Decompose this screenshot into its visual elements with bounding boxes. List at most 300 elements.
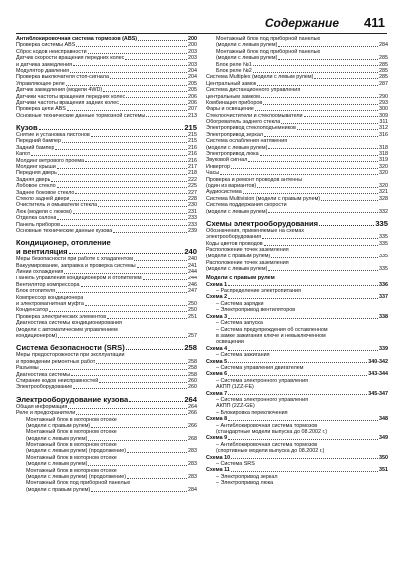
toc-entry-title: Проверка и ремонт проводов антенны — [206, 176, 303, 183]
toc-page-number: 241 — [188, 262, 197, 269]
toc-entry-title: (модели с левым рулем) — [26, 461, 88, 468]
toc-entry-title: (модели с левым рулем) — [206, 144, 268, 151]
toc-entry-title: Общая информация — [16, 403, 68, 410]
toc-leader — [31, 155, 187, 156]
toc-entry-title: (модели с правым рулем) — [26, 422, 91, 429]
toc-entry-title: Коды цветов проводов — [206, 240, 263, 247]
toc-entry-title: Датчики частоты вращения задних колес — [16, 99, 119, 106]
toc-entry — [16, 228, 197, 234]
toc-section-heading — [16, 395, 197, 404]
toc-page-number: 348 — [379, 416, 388, 423]
toc-entry-title: Обозначения, применяемые на схемах — [206, 227, 305, 234]
toc-leader — [81, 286, 187, 287]
toc-scheme-item: – Система запуска — [216, 320, 263, 327]
toc-entry-title: Панель управления кондиционером и отопителем — [16, 275, 142, 282]
toc-leader — [319, 225, 374, 226]
toc-scheme-item: – Антиблокировочная система тормозов — [216, 422, 318, 429]
toc-section-title: Кондиционер, отопление — [16, 238, 111, 248]
toc-scheme-title: Схема 2 — [206, 294, 228, 301]
toc-page-number: 264 — [184, 394, 197, 404]
toc-entry-title: Стекло задней двери — [16, 195, 70, 202]
toc-entry-title: Монтажный блок в моторном отсеке — [26, 429, 117, 436]
toc-scheme-item: – Система управления двигателем — [216, 364, 304, 371]
toc-page-number: 318 — [379, 151, 388, 158]
toc-leader — [96, 363, 187, 364]
toc-leader — [73, 388, 187, 389]
toc-scheme-item: – Электропривод вентиляторов — [216, 307, 296, 314]
toc-entry-title: Отделка салона — [16, 215, 57, 222]
toc-leader — [85, 305, 187, 306]
toc-leader — [255, 110, 378, 111]
toc-leader — [51, 181, 187, 182]
toc-entry-title: Система дистанционного управления — [206, 87, 301, 94]
toc-entry-title: Меры предосторожности при эксплуатации — [16, 352, 125, 359]
toc-scheme-item: АКПП (2ZZ-GE) — [216, 403, 255, 410]
toc-leader — [304, 116, 378, 117]
toc-page-number: 216 — [188, 157, 197, 164]
toc-section-title: Схемы электрооборудования — [206, 218, 319, 228]
toc-leader — [76, 46, 187, 47]
toc-entry-title: кондиционером) — [16, 333, 58, 339]
toc-column-left — [16, 36, 197, 493]
toc-leader — [120, 104, 187, 105]
toc-scheme-item: освещении — [216, 339, 244, 346]
toc-page-number: 285 — [379, 61, 388, 68]
toc-scheme-item: – Система зажигания — [216, 352, 270, 359]
toc-leader — [49, 311, 187, 312]
toc-entry-title: Панель приборов — [16, 221, 60, 228]
toc-entry-title: Система ослабления натяжения — [206, 138, 288, 145]
toc-page-number: 233 — [188, 221, 197, 228]
toc-leader — [99, 382, 187, 383]
toc-leader — [57, 168, 187, 169]
toc-scheme-item: – Распределение электропитания — [216, 288, 301, 295]
toc-entry-title: Инвертор — [206, 163, 230, 170]
toc-page-number: 283 — [188, 474, 197, 481]
toc-page-number: 335 — [379, 266, 388, 273]
toc-entry-title: Проверка цепи ABS — [16, 106, 66, 113]
toc-page-number: 351 — [379, 467, 388, 474]
toc-entry-title: Расположение точек заземления — [206, 247, 289, 254]
toc-scheme-item: – Антиблокировочная система тормозов — [216, 441, 318, 448]
toc-page-number: 250 — [188, 307, 197, 314]
toc-page-number: 258 — [188, 365, 197, 372]
toc-entry-title: Часы — [206, 170, 220, 177]
toc-page-number: 258 — [184, 343, 197, 353]
toc-page-number: 231 — [188, 208, 197, 215]
toc-entry-title: (модели с левым рулем) (продолжение) — [26, 448, 127, 455]
toc-scheme-item: (стандартные модели выпуска до 08.2002 г.) — [216, 429, 328, 436]
toc-page-number: 332 — [379, 208, 388, 215]
toc-page-number: 206 — [188, 93, 197, 100]
toc-page-number: 240 — [184, 247, 197, 257]
toc-entry-title: Блок реле №1 — [216, 61, 252, 68]
toc-leader — [73, 213, 187, 214]
toc-page-number: 216 — [188, 151, 197, 158]
toc-page-number: 335 — [375, 218, 388, 228]
toc-entry-title: (модели с левым рулем) — [216, 55, 278, 62]
toc-leader — [220, 174, 378, 175]
toc-leader — [228, 439, 378, 440]
toc-page-number: 268 — [188, 435, 197, 442]
toc-leader — [271, 257, 378, 258]
toc-scheme-item: – Блокировка переключения — [216, 409, 288, 416]
toc-page-number: 319 — [379, 157, 388, 164]
toc-section-title: Кузов — [16, 123, 38, 133]
toc-leader — [146, 116, 187, 117]
toc-leader — [268, 212, 378, 213]
toc-entry-title: Молдинг крыши — [16, 164, 56, 171]
toc-leader — [66, 85, 187, 86]
toc-leader — [231, 458, 378, 459]
toc-leader — [76, 414, 187, 415]
toc-page-number: 339 — [379, 345, 388, 352]
toc-page-number: 318 — [379, 144, 388, 151]
toc-entry-title: Монтажный блок в моторном отсеке — [26, 442, 117, 449]
toc-column-right — [206, 36, 388, 487]
toc-page-number: 240 — [188, 256, 197, 263]
toc-entry — [16, 487, 197, 493]
toc-entry-title: Лобовое стекло — [16, 183, 56, 190]
toc-page-number: 250 — [188, 301, 197, 308]
toc-entry-title: (модели с правым рулем) — [26, 486, 91, 493]
toc-leader — [278, 59, 378, 60]
toc-page-number: 337 — [379, 294, 388, 301]
toc-leader — [138, 40, 187, 41]
toc-entry-title: и проведении ремонтных работ — [16, 358, 96, 365]
toc-entry-title: Заднее боковое стекло — [16, 189, 75, 196]
toc-entry-title: (модели с левым рулем) — [206, 208, 268, 215]
toc-page-number: 285 — [379, 74, 388, 81]
toc-page-number: 285 — [379, 55, 388, 62]
toc-entry-title: Электрооборудование — [16, 384, 73, 391]
toc-leader — [68, 408, 187, 409]
toc-page-number: 338 — [379, 313, 388, 320]
toc-entry-title: Датчик замедления (модели 4WD) — [16, 87, 103, 94]
toc-scheme-title: Схема 9 — [206, 435, 228, 442]
toc-scheme-item: (спортивные модели выпуска до 08.2002 г.) — [216, 448, 325, 455]
toc-page-number: 258 — [188, 371, 197, 378]
page-number: 411 — [364, 15, 385, 30]
toc-entry-title: Основные технические данные кузова — [16, 227, 113, 234]
toc-page-number: 309 — [379, 112, 388, 119]
toc-entry — [16, 384, 197, 390]
page-title: Содержание — [264, 16, 339, 30]
toc-entry-title: (модели с правым рулем) — [206, 253, 271, 260]
toc-entry-title: Задний бампер — [16, 144, 55, 151]
toc-entry-title: Расположение точек заземления — [206, 259, 289, 266]
toc-page-number: 203 — [188, 55, 197, 62]
toc-entry-title: Звуковой сигнал — [206, 157, 248, 164]
toc-entry-title: Фары и освещение — [206, 106, 254, 113]
toc-leader — [62, 142, 187, 143]
toc-page-number: 216 — [188, 144, 197, 151]
toc-leader — [125, 59, 187, 60]
toc-leader — [143, 279, 187, 280]
toc-page-number: 205 — [188, 80, 197, 87]
toc-leader — [228, 350, 378, 351]
toc-leader — [257, 85, 378, 86]
toc-scheme-title: Схема 10 — [206, 454, 231, 461]
toc-entry-title: Обогреватель заднего стекла — [206, 119, 281, 126]
toc-entry-title: Конденсатор — [16, 307, 49, 314]
toc-page-number: 215 — [184, 123, 197, 133]
toc-scheme-item: – Система SRS — [216, 461, 255, 468]
toc-entry-title: Компрессор кондиционера — [16, 294, 84, 301]
toc-leader — [69, 253, 184, 254]
toc-scheme-item: – Система зарядки — [216, 300, 264, 307]
toc-scheme-item: – Система предупреждения об оставленном — [216, 326, 328, 333]
toc-page-number: 287 — [379, 80, 388, 87]
toc-page-number: 290 — [379, 93, 388, 100]
toc-entry-title: Аудиосистема — [206, 189, 242, 196]
toc-page-number: 207 — [188, 106, 197, 113]
toc-leader — [85, 161, 187, 162]
toc-entry — [206, 209, 388, 215]
toc-leader — [321, 200, 378, 201]
toc-leader — [88, 53, 187, 54]
toc-page-number: 284 — [188, 486, 197, 493]
toc-leader — [228, 285, 378, 286]
toc-section-title: Электрооборудование кузова — [16, 394, 129, 404]
toc-page-number: 204 — [188, 74, 197, 81]
toc-entry-title: (модели с левым рулем) (продолжение) — [26, 474, 127, 481]
toc-entry-title: Проверка электрических элементов — [16, 313, 107, 320]
toc-page-number: 300 — [379, 106, 388, 113]
toc-page-number: 244 — [188, 275, 197, 282]
toc-leader — [70, 200, 187, 201]
toc-page-number: 284 — [379, 42, 388, 49]
toc-leader — [57, 187, 187, 188]
toc-page-number: 246 — [188, 281, 197, 288]
toc-entry-title: электрооборудования — [206, 234, 262, 241]
toc-entry-title: Задняя дверь — [16, 176, 51, 183]
toc-leader — [64, 273, 187, 274]
toc-leader — [40, 369, 187, 370]
toc-leader — [126, 349, 184, 350]
toc-entry-title: Блок реле №2 — [216, 67, 252, 74]
toc-entry-title: Монтажный блок в моторном отсеке — [26, 454, 117, 461]
toc-entry-title: Очиститель и омыватели стекла — [16, 202, 98, 209]
toc-leader — [58, 337, 187, 338]
toc-leader — [39, 129, 184, 130]
toc-leader — [243, 193, 378, 194]
toc-scheme-title: Схема 4 — [206, 345, 228, 352]
toc-entry-title: (один из вариантов) — [206, 182, 257, 189]
toc-entry-title: Антиблокировочная система тормозов (ABS) — [16, 36, 138, 42]
toc-leader — [91, 491, 187, 492]
toc-page-number: 228 — [188, 195, 197, 202]
toc-section-title: и вентиляция — [16, 247, 68, 257]
toc-leader — [88, 440, 187, 441]
toc-leader — [253, 72, 378, 73]
toc-page-number: 312 — [379, 125, 388, 132]
toc-leader — [91, 427, 187, 428]
toc-page-number: 225 — [188, 183, 197, 190]
toc-section-title: Система безопасности (SRS) — [16, 343, 125, 353]
toc-entry-title: Электропривод стеклоподъемников — [206, 125, 296, 132]
toc-entry-title: Диагностика системы — [16, 371, 71, 378]
toc-entry-title: Датчики частоты вращения передних колес — [16, 93, 126, 100]
toc-entry-title: и электромагнитная муфта — [16, 301, 84, 308]
toc-entry-title: центральным замком — [206, 93, 260, 100]
toc-entry-title: Электропривод зеркал — [206, 131, 264, 138]
toc-leader — [257, 187, 378, 188]
toc-leader — [253, 65, 378, 66]
toc-leader — [231, 168, 378, 169]
toc-entry-title: Монтажный блок в моторном отсеке — [26, 416, 117, 423]
toc-page-number: 266 — [188, 410, 197, 417]
toc-leader — [228, 298, 378, 299]
toc-entry-title: Капот — [16, 151, 31, 158]
toc-page-number: 311 — [379, 119, 388, 126]
toc-page-number: 213 — [188, 112, 197, 119]
toc-page-number: 320 — [379, 182, 388, 189]
toc-leader — [88, 465, 187, 466]
toc-entry-title: Датчик скорости вращения передних колес — [16, 55, 125, 62]
toc-leader — [71, 375, 187, 376]
toc-entry-title: Блок отопителя — [16, 288, 56, 295]
toc-page-number: 215 — [188, 138, 197, 145]
toc-entry-title: Монтажный блок под приборной панелью — [216, 36, 321, 42]
toc-leader — [137, 267, 187, 268]
toc-leader — [75, 193, 187, 194]
toc-page-number: 335 — [379, 240, 388, 247]
toc-scheme-title: Схема 3 — [206, 313, 228, 320]
toc-page-number: 205 — [188, 87, 197, 94]
toc-page-number: 350 — [379, 454, 388, 461]
toc-scheme-item: – Электропривод зеркал — [216, 473, 278, 480]
toc-leader — [228, 362, 367, 363]
toc-leader — [127, 452, 187, 453]
toc-leader — [248, 161, 378, 162]
toc-entry-title: (модели с левым рулем) — [216, 42, 278, 49]
toc-leader — [228, 420, 378, 421]
toc-page-number: 227 — [188, 189, 197, 196]
toc-leader — [55, 149, 187, 150]
toc-subheading: Модели с правым рулем — [206, 274, 275, 281]
toc-entry-title: Разъемы — [16, 365, 39, 372]
toc-section-heading — [16, 343, 197, 352]
toc-leader — [127, 478, 187, 479]
toc-entry-title: Система поддержания скорости — [206, 202, 287, 209]
toc-entry — [206, 266, 388, 272]
toc-leader — [98, 206, 187, 207]
toc-page-number: 260 — [188, 377, 197, 384]
toc-leader — [67, 110, 187, 111]
toc-leader — [129, 401, 183, 402]
toc-entry-title: Система Multivision (модели с правым рулем) — [206, 195, 321, 202]
toc-page-number: 335 — [379, 234, 388, 241]
toc-page-number: 321 — [379, 189, 388, 196]
toc-scheme-title: Схема 5 — [206, 358, 228, 365]
toc-leader — [228, 318, 378, 319]
toc-leader — [110, 78, 187, 79]
toc-entry-title: Линии охлаждения — [16, 269, 64, 276]
toc-page-number: 200 — [188, 36, 197, 42]
toc-entry-title: Снятие и установка пистонов — [16, 132, 90, 139]
toc-page-number: 233 — [188, 215, 197, 222]
toc-leader — [278, 46, 378, 47]
toc-entry-title: Электропривод люка — [206, 151, 259, 158]
toc-leader — [58, 174, 187, 175]
toc-scheme-item: АКПП (1ZZ-FE) — [216, 384, 254, 391]
toc-leader — [297, 129, 378, 130]
toc-entry-title: Монтажный блок под приборной панелью — [216, 48, 321, 55]
toc-entry-title: Стеклоочистители и стеклоомыватели — [206, 112, 303, 119]
toc-scheme-title: Схема 1 — [206, 281, 228, 288]
toc-page-number: 222 — [188, 176, 197, 183]
toc-entry-title: Модулятор давления — [16, 67, 70, 74]
toc-leader — [268, 270, 378, 271]
toc-leader — [61, 225, 187, 226]
toc-leader — [57, 219, 187, 220]
toc-scheme-item: в замке зажигания ключе и невыключенном — [216, 332, 326, 339]
toc-entry-title: Система Multiplex (модели с левым рулем) — [206, 74, 314, 81]
toc-entry-title: Меры безопасности при работе с хладагентом — [16, 256, 133, 263]
toc-entry-title: Комбинация приборов — [206, 99, 263, 106]
toc-page-number: 343-344 — [368, 371, 388, 378]
toc-page-number: 204 — [188, 67, 197, 74]
toc-scheme-title: Схема 7 — [206, 390, 228, 397]
toc-page-number: 316 — [379, 131, 388, 138]
toc-leader — [262, 238, 378, 239]
toc-page-number: 340-342 — [368, 358, 388, 365]
toc-page-number: 335 — [379, 253, 388, 260]
toc-section-title-line — [16, 247, 197, 256]
toc-page-number: 215 — [188, 132, 197, 139]
toc-leader — [113, 232, 187, 233]
toc-entry-title: Молдинг ветрового проема — [16, 157, 85, 164]
toc-entry-title: Люк (модели с люком) — [16, 208, 72, 215]
toc-entry-title: Проверка системы ABS — [16, 42, 76, 49]
toc-entry-title: Монтажный блок в моторном отсеке — [26, 467, 117, 474]
toc-leader — [91, 136, 187, 137]
toc-page-number: 260 — [188, 384, 197, 391]
toc-section-heading — [16, 123, 197, 132]
toc-page-number: 239 — [188, 227, 197, 234]
toc-entry-title: Передний бампер — [16, 138, 61, 145]
toc-entry — [16, 113, 197, 119]
toc-entry-title: Проверка выключателя стоп-сигнала — [16, 74, 109, 81]
toc-entry-title: (модели с левым рулем) — [26, 435, 88, 442]
toc-leader — [107, 318, 187, 319]
page-header — [16, 15, 387, 34]
toc-page-number: 206 — [188, 99, 197, 106]
toc-entry — [16, 333, 197, 339]
toc-entry-title: и датчика замедления — [16, 61, 73, 68]
toc-leader — [264, 245, 378, 246]
toc-scheme-item: – Система электронного управления — [216, 377, 309, 384]
toc-page-number: 283 — [188, 461, 197, 468]
toc-entry-title: Вентилятор компрессора — [16, 281, 80, 288]
toc-entry-title: Монтажный блок под приборной панелью — [26, 480, 131, 487]
toc-page-number: 251 — [188, 313, 197, 320]
toc-leader — [314, 78, 378, 79]
toc-entry-title: Сброс кодов неисправности — [16, 48, 87, 55]
toc-scheme-title: Схема 11 — [206, 467, 230, 474]
toc-scheme-item: – Электропривод люка — [216, 480, 274, 487]
toc-entry-title: (модели с левым рулем) — [206, 266, 268, 273]
toc-entry-title: Реле и предохранители — [16, 410, 76, 417]
toc-page-number: 320 — [379, 163, 388, 170]
toc-leader — [231, 471, 378, 472]
toc-page-number: 349 — [379, 435, 388, 442]
toc-leader — [228, 375, 367, 376]
toc-leader — [264, 136, 378, 137]
toc-leader — [56, 292, 187, 293]
toc-page-number: 285 — [379, 67, 388, 74]
